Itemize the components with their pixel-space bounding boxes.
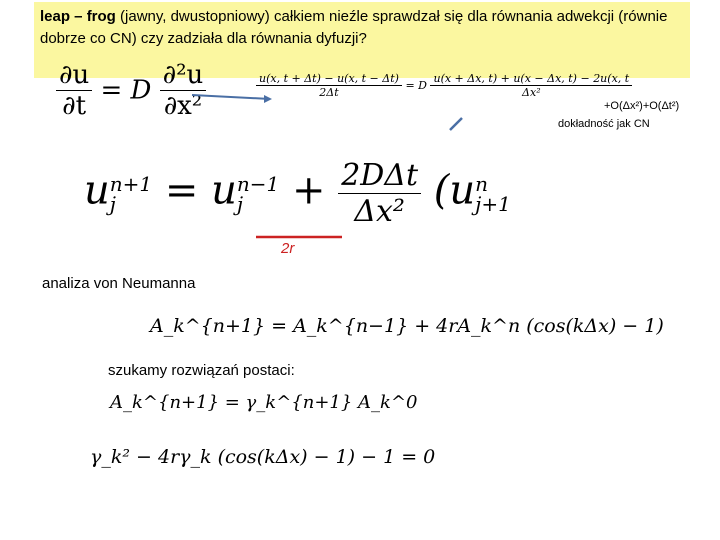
scheme-plus: + [291, 167, 326, 214]
u-lhs: u [84, 167, 110, 214]
scheme-fraction-den: Δx² [354, 194, 405, 229]
scheme-paren: (u [433, 167, 476, 214]
scheme-fraction [338, 158, 421, 229]
u-paren-sub: j+1 [475, 191, 511, 216]
rhs-denominator: ∂x² [163, 91, 203, 121]
ansatz-equation: A_k^{n+1} = γ_k^{n+1} A_k^0 [110, 392, 418, 413]
accuracy-order: +O(Δx²)+O(Δt²) [604, 100, 680, 112]
scheme-fraction-num: 2DΔt [338, 158, 421, 194]
blue-arrow [192, 95, 270, 99]
discrete-equals-d: = D [405, 79, 427, 92]
lhs-numerator: ∂u [56, 60, 92, 91]
u-lhs-sup: n+1 [109, 171, 153, 196]
scheme-equals: = [164, 167, 199, 214]
u-paren-sup: n [475, 171, 489, 196]
discrete-lhs-numerator: u(x, t + Δt) − u(x, t − Δt) [256, 72, 402, 86]
u-rhs: u [211, 167, 237, 214]
equals-d: = D [100, 75, 152, 106]
label-2r: 2r [281, 240, 295, 257]
leapfrog-scheme [84, 158, 604, 229]
discrete-rhs-numerator: u(x + Δx, t) + u(x − Δx, t) − 2u(x, t [430, 72, 632, 86]
characteristic-equation: γ_k² − 4rγ_k (cos(kΔx) − 1) − 1 = 0 [90, 446, 436, 468]
accuracy-note: dokładność jak CN [558, 118, 650, 130]
u-rhs-sup: n−1 [236, 171, 280, 196]
title-bold: leap – frog [40, 8, 116, 25]
discrete-lhs-denominator: 2Δt [319, 86, 339, 99]
u-rhs-sub: j [236, 191, 244, 216]
blue-arrow-2 [450, 118, 462, 130]
blue-arrow-head [264, 95, 272, 103]
u-lhs-sub: j [109, 191, 116, 216]
section-label: analiza von Neumanna [42, 275, 196, 292]
neumann-equation: A_k^{n+1} = A_k^{n−1} + 4rA_k^n (cos(kΔx) − 1) [150, 315, 664, 337]
discrete-rhs-denominator: Δx² [522, 86, 541, 99]
search-label: szukamy rozwiązań postaci: [108, 362, 295, 379]
lhs-denominator: ∂t [62, 91, 87, 121]
rhs-numerator: ∂²u [160, 60, 207, 91]
title-rest: (jawny, dwustopniowy) całkiem nieźle sprawdzał się dla równania adwekcji (równie dobrze co CN) czy zadziała dla równania dyfuzji? [40, 8, 668, 47]
